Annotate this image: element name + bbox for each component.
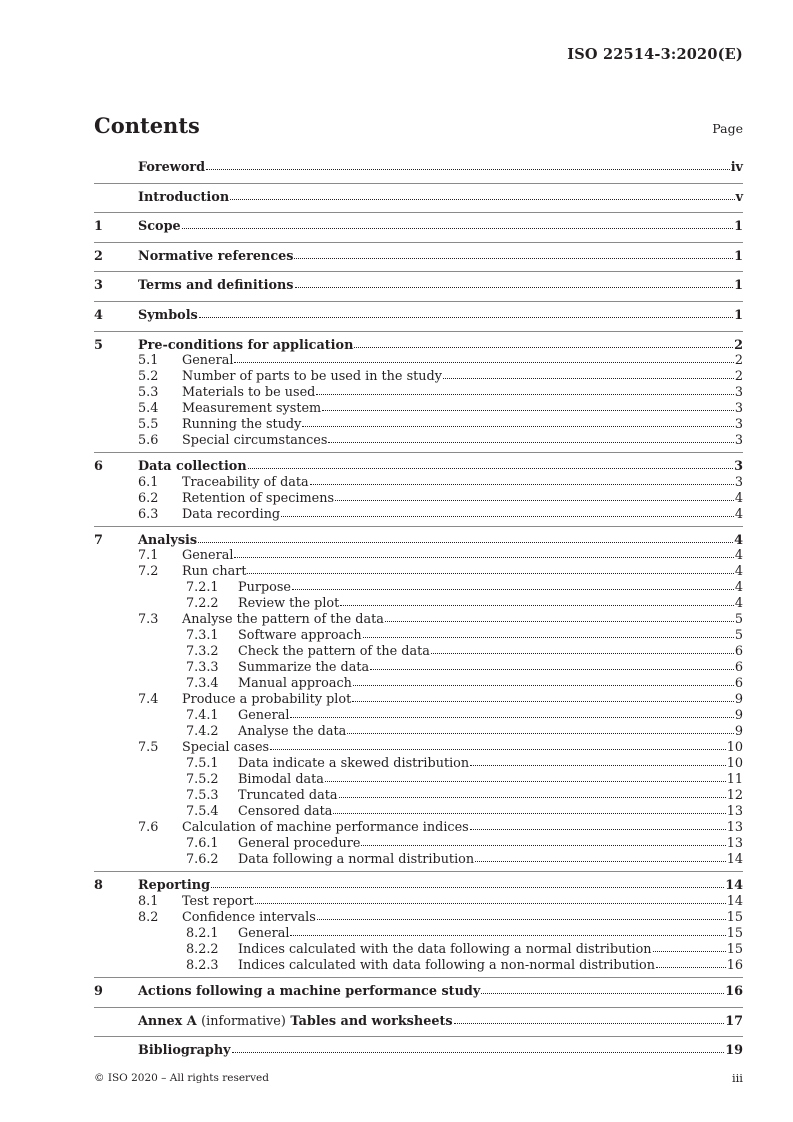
document-id: ISO 22514-3:2020(E): [567, 46, 743, 63]
toc-entry-number: 5.3: [138, 385, 159, 401]
toc-entry-title: Summarize the data: [238, 660, 370, 676]
toc-entry-page: 2: [734, 337, 743, 353]
toc-entry-number: 6: [94, 459, 103, 475]
toc-entry-title: Pre-conditions for application: [138, 337, 354, 353]
dot-leader: [290, 715, 733, 718]
toc-separator: [94, 212, 743, 213]
toc-entry-page: 3: [734, 433, 743, 449]
toc-entry-title: General: [182, 353, 234, 369]
toc-entry[interactable]: [94, 804, 743, 820]
toc-entry[interactable]: [94, 958, 743, 974]
toc-entry-number: 7.2.2: [186, 596, 219, 612]
toc-entry-title: Truncated data: [238, 788, 338, 804]
toc-separator: [94, 301, 743, 302]
toc-entry-page: 1: [734, 219, 743, 235]
toc-entry-number: 5.2: [138, 369, 159, 385]
dot-leader: [206, 167, 730, 170]
toc-separator: [94, 977, 743, 978]
toc-entry-page: 6: [734, 660, 743, 676]
toc-entry[interactable]: [94, 836, 743, 852]
toc-entry[interactable]: [94, 772, 743, 788]
toc-entry[interactable]: [94, 475, 743, 491]
toc-separator: [94, 871, 743, 872]
toc-entry-number: 7.6: [138, 820, 159, 836]
toc-entry[interactable]: [94, 644, 743, 660]
toc-entry-number: 7.3.4: [186, 676, 219, 692]
toc-entry-title: Scope: [138, 219, 181, 235]
dot-leader: [234, 360, 733, 363]
toc-entry[interactable]: [94, 1010, 743, 1034]
toc-entry-title: General: [238, 925, 290, 941]
toc-entry-number: 5.5: [138, 417, 159, 433]
toc-entry-number: 7: [94, 532, 103, 548]
dot-leader: [198, 540, 733, 543]
dot-leader: [302, 424, 733, 427]
toc-entry-title: Bimodal data: [238, 772, 324, 788]
toc-separator: [94, 242, 743, 243]
dot-leader: [353, 683, 734, 686]
toc-entry[interactable]: [94, 660, 743, 676]
toc-entry[interactable]: [94, 401, 743, 417]
toc-entry-page: 13: [726, 820, 743, 836]
copyright-notice: © ISO 2020 – All rights reserved: [94, 1072, 269, 1084]
toc-entry-page: 16: [725, 983, 743, 999]
dot-leader: [352, 699, 734, 702]
toc-separator: [94, 271, 743, 272]
toc-entry[interactable]: [94, 353, 743, 369]
toc-entry[interactable]: [94, 942, 743, 958]
toc-entry-title: Reporting: [138, 878, 211, 894]
toc-entry-page: 9: [734, 724, 743, 740]
dot-leader: [443, 376, 734, 379]
toc-entry-number: 7.6.2: [186, 852, 219, 868]
dot-leader: [361, 843, 725, 846]
toc-entry-number: 1: [94, 219, 103, 235]
toc-entry-title: Retention of specimens: [182, 490, 335, 506]
toc-entry[interactable]: [94, 215, 743, 239]
toc-entry-page: 4: [734, 490, 743, 506]
toc-entry-page: 4: [734, 596, 743, 612]
dot-leader: [325, 779, 726, 782]
toc-entry-page: 4: [734, 532, 743, 548]
toc-entry-title: Terms and definitions: [138, 278, 294, 294]
toc-entry-title: Data indicate a skewed distribution: [238, 756, 470, 772]
toc-entry-title: Purpose: [238, 580, 292, 596]
toc-entry[interactable]: [94, 507, 743, 523]
toc-entry[interactable]: [94, 910, 743, 926]
toc-entry[interactable]: [94, 692, 743, 708]
toc-entry-title: Actions following a machine performance study: [138, 983, 481, 999]
toc-entry[interactable]: [94, 548, 743, 564]
dot-leader: [470, 763, 726, 766]
toc-entry-title: Traceability of data: [182, 474, 309, 490]
dot-leader: [653, 949, 726, 952]
dot-leader: [316, 392, 734, 395]
toc-entry[interactable]: [94, 274, 743, 298]
toc-entry-page: 14: [725, 878, 743, 894]
dot-leader: [290, 933, 725, 936]
toc-entry-page: 2: [734, 353, 743, 369]
toc-entry-number: 7.6.1: [186, 836, 219, 852]
toc-entry-title: Introduction: [138, 189, 230, 205]
toc-entry-title: Measurement system: [182, 401, 322, 417]
toc-entry[interactable]: [94, 612, 743, 628]
toc-entry-number: 7.3.3: [186, 660, 219, 676]
toc-entry-page: 6: [734, 644, 743, 660]
toc-entry[interactable]: [94, 676, 743, 692]
toc-entry[interactable]: [94, 926, 743, 942]
toc-entry-number: 7.3: [138, 612, 159, 628]
toc-entry-number: 7.4.1: [186, 708, 219, 724]
toc-entry-title: Run chart: [182, 564, 247, 580]
contents-header: [94, 112, 743, 138]
toc-entry[interactable]: [94, 596, 743, 612]
toc-entry-title: Bibliography: [138, 1043, 231, 1059]
toc-entry-number: 7.5.3: [186, 788, 219, 804]
toc-entry-page: 1: [734, 307, 743, 323]
toc-entry-page: 9: [734, 708, 743, 724]
dot-leader: [335, 498, 734, 501]
toc-entry-number: 8: [94, 878, 103, 894]
toc-entry-title: Special circumstances: [182, 433, 328, 449]
toc-entry[interactable]: [94, 756, 743, 772]
toc-entry-number: 8.2.1: [186, 925, 219, 941]
toc-entry-page: 10: [726, 740, 743, 756]
toc-entry-title: Data recording: [182, 506, 281, 522]
toc-entry-number: 6.1: [138, 474, 159, 490]
toc-entry-title: Analyse the data: [238, 724, 347, 740]
toc-entry-title: Software approach: [238, 628, 362, 644]
toc-entry-number: 7.2.1: [186, 580, 219, 596]
toc-entry-page: 3: [734, 401, 743, 417]
toc-entry-title: Check the pattern of the data: [238, 644, 430, 660]
dot-leader: [234, 555, 733, 558]
dot-leader: [295, 285, 734, 288]
toc-entry-page: 17: [725, 1013, 743, 1029]
toc-entry-number: 7.5.2: [186, 772, 219, 788]
dot-leader: [292, 587, 734, 590]
dot-leader: [385, 619, 734, 622]
dot-leader: [317, 917, 726, 920]
toc-entry-page: 15: [726, 925, 743, 941]
toc-entry-page: 5: [734, 628, 743, 644]
toc-entry-title: Running the study: [182, 417, 302, 433]
toc-entry-page: 2: [734, 369, 743, 385]
toc-entry-title: General: [182, 548, 234, 564]
dot-leader: [431, 651, 734, 654]
toc-entry-number: 7.4.2: [186, 724, 219, 740]
dot-leader: [199, 315, 733, 318]
dot-leader: [339, 795, 726, 798]
table-of-contents: [94, 156, 743, 1063]
toc-separator: [94, 331, 743, 332]
dot-leader: [333, 811, 725, 814]
toc-entry-page: 1: [734, 248, 743, 264]
toc-entry-page: 3: [734, 474, 743, 490]
toc-separator: [94, 526, 743, 527]
toc-entry[interactable]: [94, 708, 743, 724]
dot-leader: [270, 747, 726, 750]
dot-leader: [211, 885, 724, 888]
toc-entry-title: Materials to be used: [182, 385, 316, 401]
toc-entry-number: 7.5: [138, 740, 159, 756]
toc-entry-page: 13: [726, 836, 743, 852]
toc-entry-number: 5.4: [138, 401, 159, 417]
toc-entry-page: 13: [726, 804, 743, 820]
toc-entry-number: 4: [94, 307, 103, 323]
dot-leader: [248, 466, 733, 469]
dot-leader: [370, 667, 734, 670]
dot-leader: [363, 635, 734, 638]
toc-entry-page: 5: [734, 612, 743, 628]
toc-entry-title: General: [238, 708, 290, 724]
dot-leader: [481, 991, 724, 994]
toc-entry-number: 9: [94, 983, 103, 999]
toc-entry[interactable]: [94, 417, 743, 433]
dot-leader: [310, 482, 734, 485]
toc-entry-title: Manual approach: [238, 676, 352, 692]
toc-entry-page: iv: [730, 160, 743, 175]
toc-entry[interactable]: [94, 491, 743, 507]
toc-entry[interactable]: [94, 628, 743, 644]
toc-entry[interactable]: [94, 1039, 743, 1063]
page-title: Contents: [94, 113, 200, 138]
toc-entry[interactable]: [94, 186, 743, 210]
toc-entry-title: Number of parts to be used in the study: [182, 369, 442, 385]
toc-entry-number: 6.3: [138, 506, 159, 522]
annex-label: Annex A: [138, 1013, 197, 1029]
annex-note: (informative): [201, 1013, 286, 1029]
toc-entry[interactable]: [94, 788, 743, 804]
toc-entry[interactable]: [94, 369, 743, 385]
dot-leader: [255, 901, 726, 904]
toc-entry-page: 6: [734, 676, 743, 692]
toc-entry-title: Confidence intervals: [182, 909, 316, 925]
toc-entry-number: 7.2: [138, 564, 159, 580]
dot-leader: [656, 965, 726, 968]
toc-entry-title: Review the plot: [238, 596, 340, 612]
toc-entry-number: 8.2.3: [186, 957, 219, 973]
toc-entry-page: 4: [734, 580, 743, 596]
toc-entry-title: Analyse the pattern of the data: [182, 612, 384, 628]
toc-entry-page: 11: [726, 772, 743, 788]
page-number: iii: [731, 1071, 743, 1085]
toc-entry-page: 4: [734, 506, 743, 522]
toc-entry-page: 14: [726, 893, 743, 909]
toc-entry-page: 19: [725, 1043, 743, 1059]
toc-entry-title: [138, 1010, 453, 1034]
toc-separator: [94, 1007, 743, 1008]
toc-entry-title: Special cases: [182, 740, 270, 756]
toc-entry-page: 16: [726, 957, 743, 973]
toc-entry-title: Calculation of machine performance indices: [182, 820, 469, 836]
toc-entry[interactable]: [94, 894, 743, 910]
annex-title: Tables and worksheets: [290, 1013, 453, 1029]
toc-entry-title: Symbols: [138, 307, 198, 323]
toc-separator: [94, 183, 743, 184]
toc-entry-page: 3: [734, 385, 743, 401]
toc-entry-number: 7.5.4: [186, 804, 219, 820]
toc-entry-page: 4: [734, 564, 743, 580]
toc-entry-title: Data collection: [138, 459, 247, 475]
toc-entry[interactable]: [94, 852, 743, 868]
toc-separator: [94, 452, 743, 453]
toc-entry-page: 3: [734, 417, 743, 433]
toc-entry-title: General procedure: [238, 836, 361, 852]
toc-entry-page: 10: [726, 756, 743, 772]
dot-leader: [281, 514, 734, 517]
toc-separator: [94, 1036, 743, 1037]
toc-entry[interactable]: [94, 156, 743, 180]
toc-entry-page: 4: [734, 548, 743, 564]
toc-entry[interactable]: [94, 304, 743, 328]
toc-entry-number: 3: [94, 278, 103, 294]
toc-entry-number: 7.5.1: [186, 756, 219, 772]
toc-entry[interactable]: [94, 820, 743, 836]
toc-entry-number: 5: [94, 337, 103, 353]
toc-entry[interactable]: [94, 433, 743, 449]
toc-entry[interactable]: [94, 980, 743, 1004]
dot-leader: [475, 859, 726, 862]
toc-entry-number: 7.3.2: [186, 644, 219, 660]
toc-entry-page: 1: [734, 278, 743, 294]
toc-entry-number: 7.3.1: [186, 628, 219, 644]
toc-entry[interactable]: [94, 580, 743, 596]
toc-entry-title: Test report: [182, 893, 254, 909]
dot-leader: [230, 197, 734, 200]
toc-entry-number: 7.1: [138, 548, 159, 564]
dot-leader: [470, 827, 726, 830]
toc-entry-title: Analysis: [138, 532, 198, 548]
toc-entry-page: 3: [734, 459, 743, 475]
toc-entry-page: 15: [726, 941, 743, 957]
toc-entry-title: Foreword: [138, 160, 206, 175]
page-column-label: Page: [712, 121, 743, 136]
dot-leader: [454, 1021, 725, 1024]
toc-entry-title: Data following a normal distribution: [238, 852, 475, 868]
dot-leader: [328, 440, 733, 443]
toc-entry-number: 8.2.2: [186, 941, 219, 957]
toc-entry-page: 15: [726, 909, 743, 925]
toc-entry-page: 9: [734, 692, 743, 708]
dot-leader: [182, 226, 733, 229]
toc-entry[interactable]: [94, 740, 743, 756]
toc-entry-title: Censored data: [238, 804, 333, 820]
toc-entry-title: Normative references: [138, 248, 294, 264]
toc-entry-title: Produce a probability plot: [182, 692, 352, 708]
toc-entry-number: 8.1: [138, 893, 159, 909]
toc-entry-title: Indices calculated with the data following a normal distribution: [238, 941, 652, 957]
toc-entry-page: v: [735, 189, 743, 205]
toc-entry[interactable]: [94, 724, 743, 740]
toc-entry[interactable]: [94, 385, 743, 401]
dot-leader: [232, 1050, 725, 1053]
toc-entry-page: 14: [726, 852, 743, 868]
dot-leader: [322, 408, 734, 411]
toc-entry[interactable]: [94, 245, 743, 269]
dot-leader: [247, 571, 733, 574]
toc-entry-page: 12: [726, 788, 743, 804]
toc-entry-number: 6.2: [138, 490, 159, 506]
toc-entry-number: 5.6: [138, 433, 159, 449]
toc-entry[interactable]: [94, 564, 743, 580]
toc-entry-title: Indices calculated with data following a non-normal distribution: [238, 957, 656, 973]
toc-entry-number: 8.2: [138, 909, 159, 925]
toc-entry-number: 2: [94, 248, 103, 264]
toc-entry-number: 7.4: [138, 692, 159, 708]
toc-entry-number: 5.1: [138, 353, 159, 369]
dot-leader: [340, 603, 734, 606]
dot-leader: [294, 256, 733, 259]
dot-leader: [354, 345, 733, 348]
dot-leader: [347, 731, 734, 734]
